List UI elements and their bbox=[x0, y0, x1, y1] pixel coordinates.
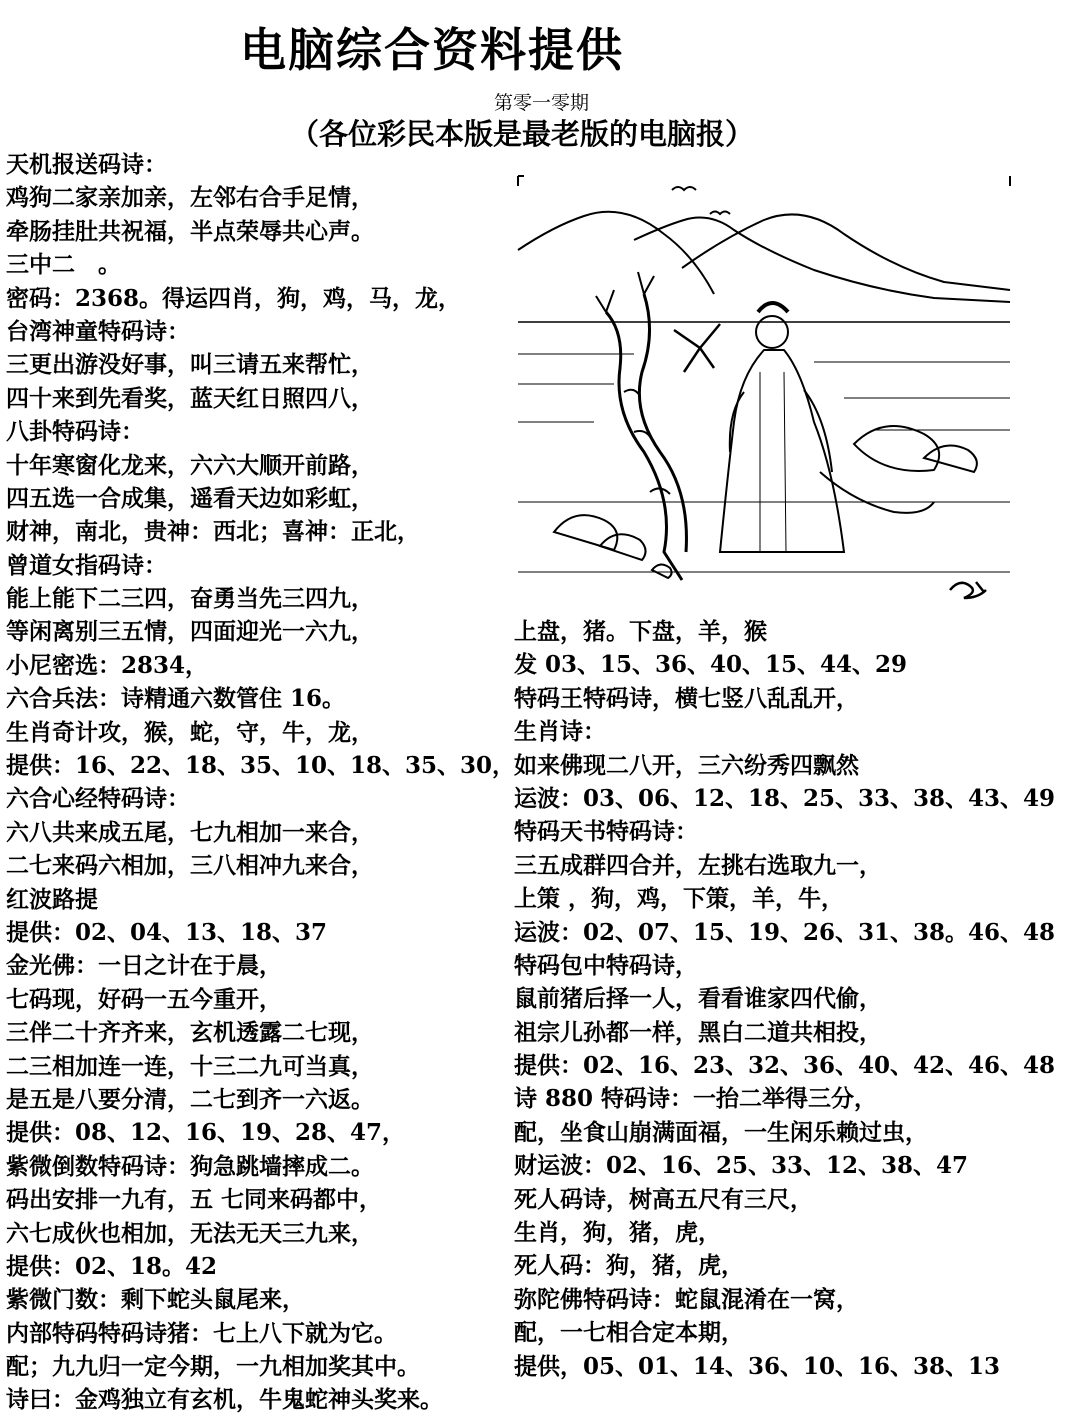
text-line: 是五是八要分清，二七到齐一六返。 bbox=[6, 1085, 374, 1113]
text-line: 如来佛现二八开，三六纷秀四飘然 bbox=[514, 751, 859, 779]
ink-illustration bbox=[514, 172, 1016, 608]
text-line: 弥陀佛特码诗：蛇鼠混淆在一窝， bbox=[514, 1285, 859, 1313]
text-line: 牵肠挂肚共祝福，半点荣辱共心声。 bbox=[6, 217, 374, 245]
text-line: 鸡狗二家亲加亲，左邻右合手足情， bbox=[6, 184, 374, 212]
text-line: 十年寒窗化龙来，六六大顺开前路， bbox=[6, 451, 374, 479]
text-line: 台湾神童特码诗： bbox=[6, 317, 190, 345]
text-line: 提供：02、16、23、32、36、40、42、46、48 bbox=[514, 1052, 1056, 1080]
text-line: 生肖，狗，猪，虎， bbox=[514, 1219, 721, 1247]
text-line: 内部特码特码诗猪：七上八下就为它。 bbox=[6, 1319, 397, 1347]
left-column bbox=[6, 148, 515, 1417]
text-line: 配；九九归一定今期，一九相加奖其中。 bbox=[6, 1353, 420, 1381]
text-line: 天机报送码诗： bbox=[6, 151, 167, 178]
text-line: 死人码诗，树高五尺有三尺， bbox=[514, 1185, 813, 1213]
text-line: 提供：02、04、13、18、37 bbox=[6, 918, 328, 946]
text-line: 曾道女指码诗： bbox=[6, 551, 167, 579]
text-line: 四五选一合成集，遥看天边如彩虹， bbox=[6, 484, 374, 512]
text-line: 上盘，猪。下盘，羊，猴 bbox=[514, 618, 767, 645]
text-line: 鼠前猪后择一人，看看谁家四代偷， bbox=[514, 985, 882, 1013]
text-line: 六七成伙也相加，无法无天三九来， bbox=[6, 1219, 374, 1247]
text-line: 生肖奇计攻，猴，蛇，守，牛，龙， bbox=[6, 718, 374, 746]
text-line: 运波：03、06、12、18、25、33、38、43、49 bbox=[514, 784, 1056, 812]
text-line: 码出安排一九有，五 七同来码都中， bbox=[6, 1186, 383, 1214]
text-line: 运波：02、07、15、19、26、31、38。46、48 bbox=[514, 918, 1056, 946]
text-line: 提供：02、18。42 bbox=[6, 1252, 218, 1280]
text-line: 生肖诗： bbox=[514, 718, 606, 746]
text-line: 能上能下二三四，奋勇当先三四九， bbox=[6, 585, 374, 613]
subtitle: （各位彩民本版是最老版的电脑报） bbox=[290, 117, 755, 151]
text-line: 提供：16、22、18、35、10、18、35、30， bbox=[6, 752, 516, 780]
text-line: 诗 880 特码诗：一抬二举得三分， bbox=[514, 1085, 878, 1113]
text-line: 三五成群四合并，左挑右选取九一， bbox=[514, 851, 882, 879]
text-line: 发 03、15、36、40、15、44、29 bbox=[514, 651, 908, 679]
text-line: 等闲离别三五情，四面迎光一六九， bbox=[6, 618, 374, 646]
text-line: 财运波：02、16、25、33、12、38、47 bbox=[514, 1152, 969, 1180]
text-line: 七码现，好码一五今重开， bbox=[6, 985, 282, 1013]
text-line: 特码王特码诗，横七竖八乱乱开， bbox=[514, 684, 859, 712]
text-line: 紫微倒数特码诗：狗急跳墙摔成二。 bbox=[6, 1152, 374, 1180]
text-line: 三伴二十齐齐来，玄机透露二七现， bbox=[6, 1019, 374, 1047]
issue-number: 第零一零期 bbox=[494, 92, 590, 114]
text-line: 密码：2368。得运四肖，狗，鸡，马，龙， bbox=[6, 284, 462, 312]
text-line: 配，一七相合定本期， bbox=[514, 1319, 744, 1347]
text-line: 三中二 。 bbox=[6, 251, 121, 279]
text-line: 提供：08、12、16、19、28、47， bbox=[6, 1119, 406, 1147]
text-line: 八卦特码诗： bbox=[6, 418, 144, 446]
text-line: 财神，南北，贵神：西北；喜神：正北， bbox=[6, 518, 420, 546]
text-line: 六合兵法：诗精通六数管住 16。 bbox=[6, 685, 346, 713]
text-line: 提供，05、01、14、36、10、16、38、13 bbox=[514, 1352, 1001, 1380]
text-line: 小尼密选：2834， bbox=[6, 651, 209, 679]
text-line: 二七来码六相加，三八相冲九来合， bbox=[6, 852, 374, 880]
text-line: 配，坐食山崩满面福，一生闲乐赖过虫， bbox=[514, 1118, 928, 1146]
text-line: 金光佛：一日之计在于晨， bbox=[6, 952, 282, 980]
text-line: 祖宗儿孙都一样，黑白二道共相投， bbox=[514, 1018, 882, 1046]
text-line: 六八共来成五尾，七九相加一来合， bbox=[6, 818, 374, 846]
text-line: 死人码：狗，猪，虎， bbox=[514, 1252, 744, 1280]
text-line: 特码包中特码诗， bbox=[514, 951, 698, 979]
page-title: 电脑综合资料提供 bbox=[240, 23, 624, 77]
text-line: 上策 ，狗，鸡，下策，羊，牛， bbox=[514, 885, 845, 913]
text-line: 紫微门数：剩下蛇头鼠尾来， bbox=[6, 1286, 305, 1314]
text-line: 四十来到先看奖，蓝天红日照四八， bbox=[6, 384, 374, 412]
lady-landscape-icon bbox=[514, 172, 1016, 608]
text-line: 三更出游没好事，叫三请五来帮忙， bbox=[6, 351, 374, 379]
text-line: 特码天书特码诗： bbox=[514, 818, 698, 846]
text-line: 诗曰：金鸡独立有玄机，牛鬼蛇神头奖来。 bbox=[6, 1386, 443, 1414]
right-column bbox=[514, 615, 1055, 1383]
text-line: 红波路提 bbox=[6, 885, 98, 913]
text-line: 二三相加连一连，十三二九可当真， bbox=[6, 1052, 374, 1080]
text-line: 六合心经特码诗： bbox=[6, 785, 190, 813]
